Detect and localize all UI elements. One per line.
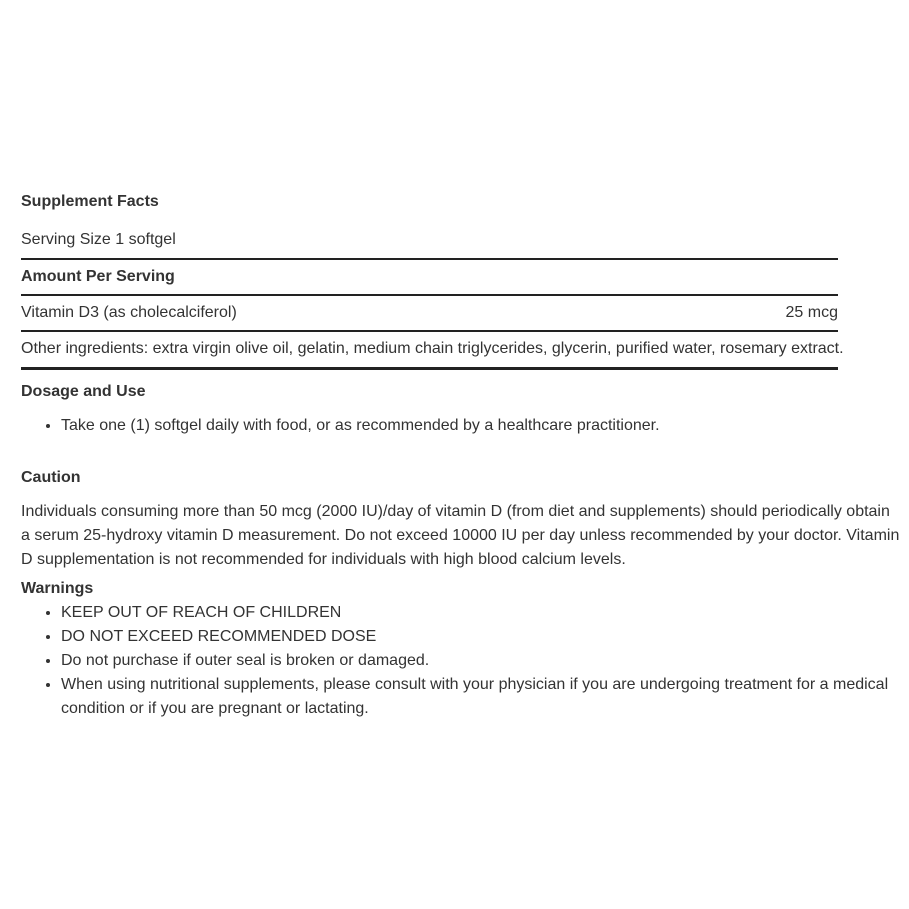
serving-size-row	[21, 229, 838, 260]
supplement-facts-panel	[21, 190, 844, 370]
warnings-list	[21, 601, 901, 721]
nutrient-amount: 25 mcg	[785, 304, 838, 321]
serving-size-text: Serving Size 1 softgel	[21, 231, 176, 248]
caution-heading: Caution	[21, 469, 81, 486]
nutrient-row	[21, 296, 838, 332]
other-ingredients-row	[21, 332, 844, 370]
warning-item: • When using nutritional supplements, please consult with your physician if you are undergoing treatment for a medical condition or if you are pregnant or lactating.	[61, 673, 901, 721]
caution-text: Individuals consuming more than 50 mcg (2000 IU)/day of vitamin D (from diet and supplements) should periodically obtain a serum 25-hydroxy vitamin D measurement. Do not exceed 10000 IU per day unless recommended by your doctor. Vitamin D supplementation is not recommended for individuals with high blood calcium levels.	[21, 503, 900, 568]
dosage-item: • Take one (1) softgel daily with food, or as recommended by a healthcare practitioner.	[61, 414, 901, 438]
other-ingredients-text: Other ingredients: extra virgin olive oil, gelatin, medium chain triglycerides, glycerin, purified water, rosemary extract.	[21, 340, 844, 357]
amount-per-serving-row	[21, 260, 838, 296]
dosage-heading: Dosage and Use	[21, 383, 146, 400]
dosage-list	[21, 414, 901, 438]
warning-item: • DO NOT EXCEED RECOMMENDED DOSE	[61, 625, 901, 649]
warning-item: • Do not purchase if outer seal is broken or damaged.	[61, 649, 901, 673]
warnings-heading: Warnings	[21, 580, 94, 597]
nutrient-name: Vitamin D3 (as cholecalciferol)	[21, 304, 237, 321]
supplement-facts-title: Supplement Facts	[21, 193, 159, 210]
product-info-page	[21, 190, 901, 721]
amount-per-serving-label: Amount Per Serving	[21, 268, 175, 285]
warning-item: • KEEP OUT OF REACH OF CHILDREN	[61, 601, 901, 625]
